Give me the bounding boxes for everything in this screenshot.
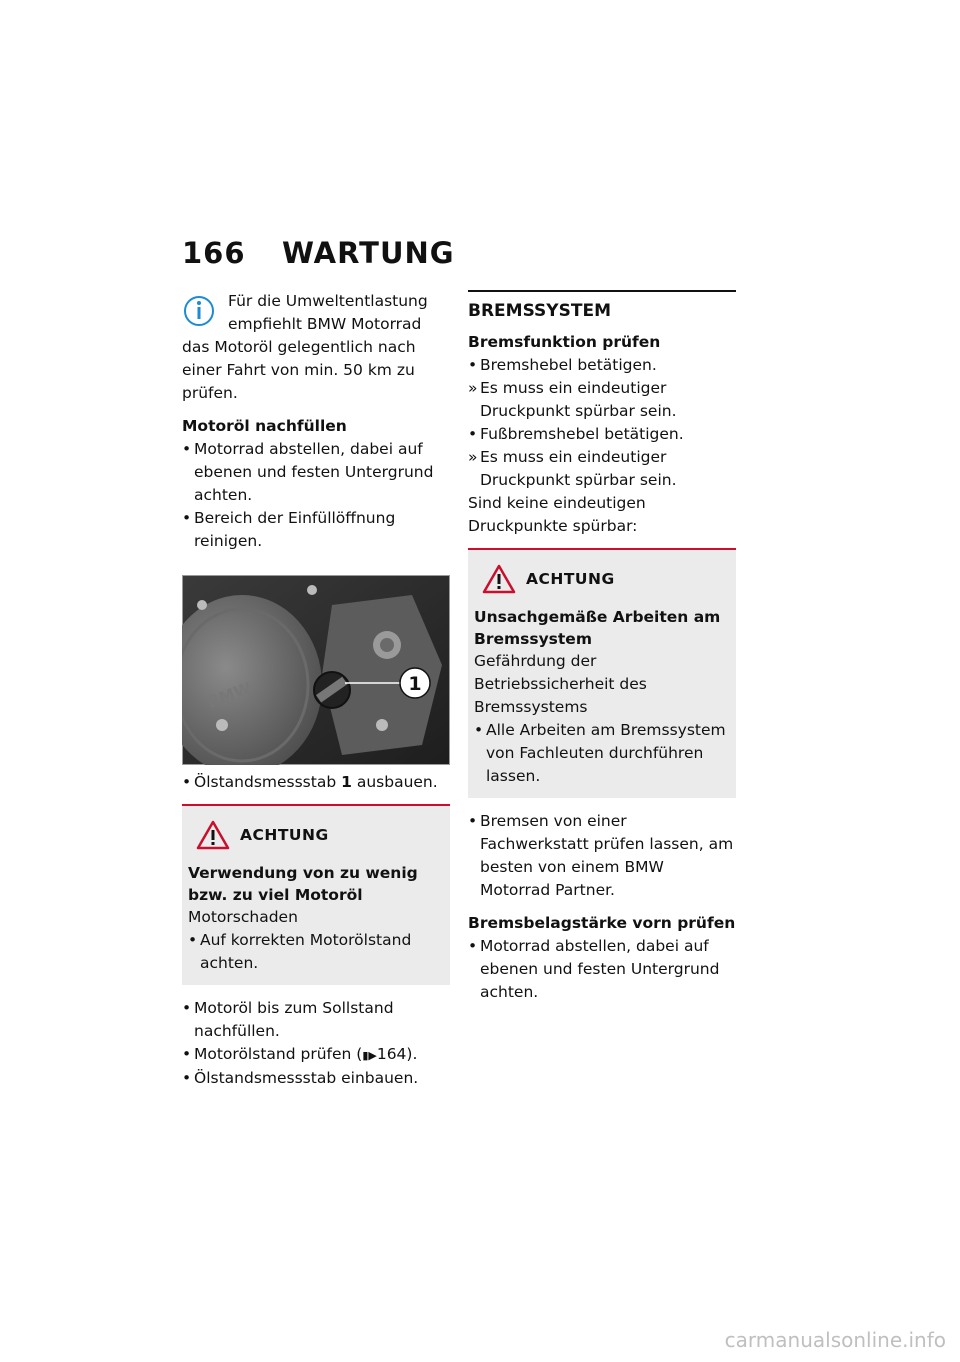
info-line-2: empfiehlt BMW Motorrad [228, 315, 422, 333]
right-column [468, 290, 736, 1004]
warning-box [182, 804, 450, 985]
photo-brand-text: BMW [204, 678, 255, 712]
info-line-1: Für die Umweltentlastung [228, 292, 428, 310]
list-item: • Ölstandsmessstab einbauen. [182, 1069, 419, 1087]
warning-heading: Unsachgemäße Arbeiten am Bremssystem [474, 608, 721, 648]
note-text: Sind keine eindeutigen Druckpunkte spürbar: [468, 494, 646, 535]
chapter-title: WARTUNG [282, 236, 455, 270]
warning-consequence: Gefährdung der Betriebssicherheit des Bremssystems [474, 652, 647, 716]
watermark: carmanualsonline.info [724, 1328, 946, 1352]
page-reference-link[interactable]: 164 [376, 1045, 407, 1063]
list-item: • Fußbremshebel betätigen. [468, 425, 684, 443]
list-item: » Es muss ein eindeutiger Druckpunkt spürbar sein. [468, 379, 677, 420]
warning-box [468, 548, 736, 798]
warning-consequence: Motorschaden [188, 908, 298, 926]
subheading-brake-function: Bremsfunktion prüfen [468, 333, 661, 351]
photo-callout-1: 1 [408, 673, 422, 695]
list-item: » Es muss ein eindeutiger Druckpunkt spürbar sein. [468, 448, 677, 489]
section-title-brake-system: BREMSSYSTEM [468, 290, 736, 323]
list-item: • Motorölstand prüfen (▮▶164). [182, 1043, 450, 1067]
list-item: • Motorrad abstellen, dabei auf ebenen und festen Untergrund achten. [182, 440, 434, 504]
warning-triangle-icon [196, 820, 230, 850]
callout-ref: 1 [341, 773, 352, 791]
warning-title: ACHTUNG [240, 825, 329, 844]
warning-list-item: • Auf korrekten Motorölstand achten. [188, 931, 412, 972]
page-reference-arrow-icon: ▮▶ [362, 1049, 377, 1062]
list-item: • Ölstandsmessstab 1 ausbauen. [182, 773, 438, 791]
warning-heading: Verwendung von zu wenig bzw. zu viel Motoröl [188, 864, 418, 904]
list-item: • Motorrad abstellen, dabei auf ebenen und festen Untergrund achten. [468, 937, 720, 1001]
info-icon [182, 292, 216, 328]
list-item: • Motoröl bis zum Sollstand nachfüllen. [182, 999, 394, 1040]
info-text: das Motoröl gelegentlich nach einer Fahrt von min. 50 km zu prüfen. [182, 338, 416, 402]
list-item: • Bereich der Einfüllöffnung reinigen. [182, 509, 396, 550]
list-item: • Bremshebel betätigen. [468, 356, 657, 374]
warning-title: ACHTUNG [526, 569, 615, 588]
list-item: • Bremsen von einer Fachwerkstatt prüfen lassen, am besten von einem BMW Motorrad Partner. [468, 812, 734, 899]
subheading-brake-pad: Bremsbelagstärke vorn prüfen [468, 914, 736, 932]
page-number: 166 [182, 236, 246, 270]
subheading-oil-refill: Motoröl nachfüllen [182, 417, 347, 435]
page-header [182, 236, 455, 270]
engine-photo [182, 575, 450, 765]
info-note [182, 290, 450, 405]
left-column [182, 290, 450, 1090]
warning-triangle-icon [482, 564, 516, 594]
warning-list-item: • Alle Arbeiten am Bremssystem von Fachleuten durchführen lassen. [474, 721, 726, 785]
